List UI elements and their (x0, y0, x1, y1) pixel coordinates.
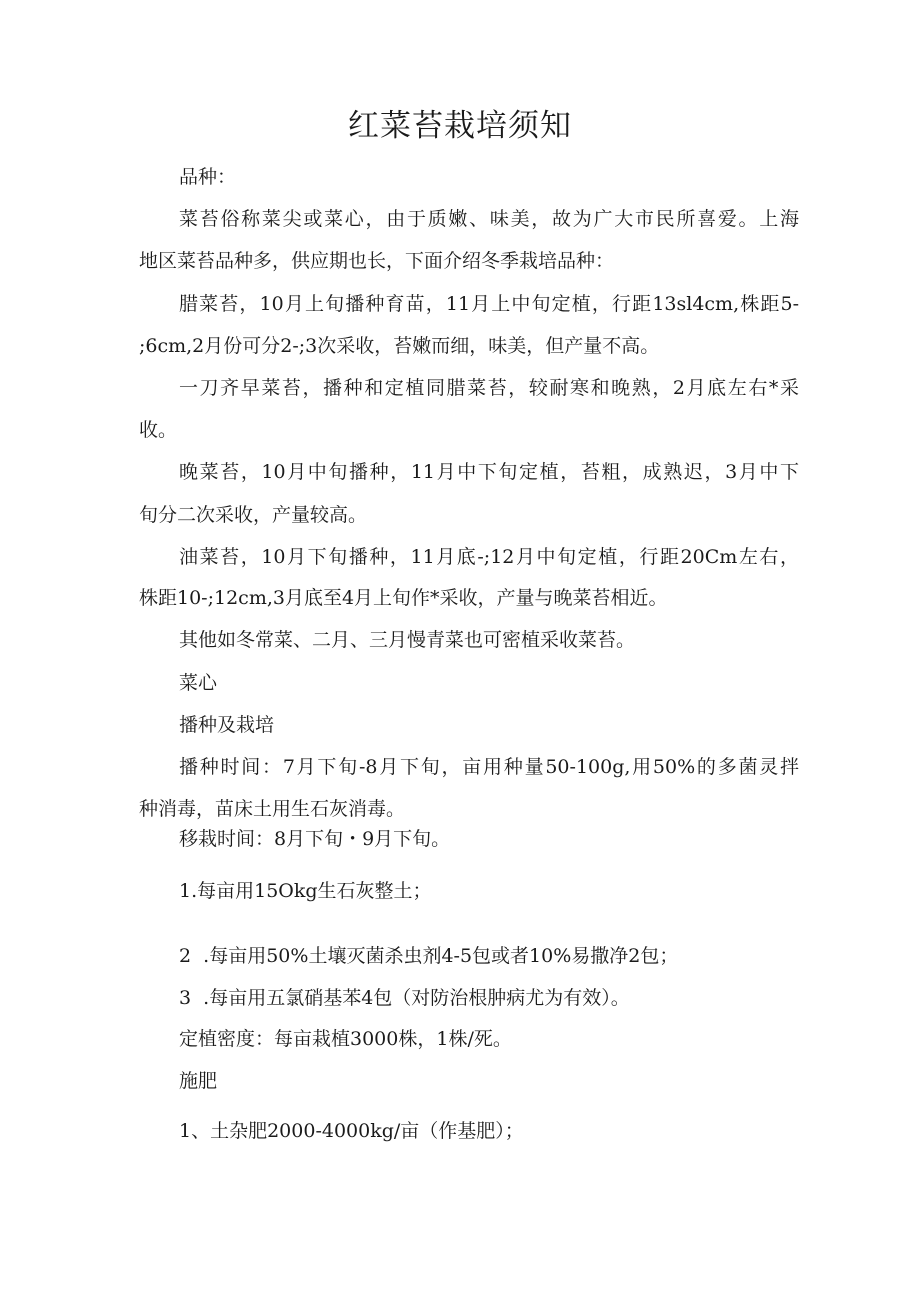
paragraph-line: 晚菜苔，10月中旬播种，11月中下旬定植，苔粗，成熟迟，3月中下 (179, 461, 799, 483)
paragraph-line: 品种： (179, 166, 237, 188)
paragraph-line: 定植密度：每亩栽植3000株，1株/死。 (179, 1028, 512, 1050)
paragraph-line: 油菜苔，10月下旬播种，11月底-;12月中旬定植，行距20Cm左右， (179, 546, 799, 568)
list-item: 1.每亩用15Okg生石灰整土； (179, 880, 432, 902)
paragraph-line: 播种时间：7月下旬-8月下旬，亩用种量50-100g,用50%的多菌灵拌 (179, 756, 799, 778)
paragraph-line: 地区菜苔品种多，供应期也长，下面介绍冬季栽培品种： (139, 250, 615, 272)
list-item: 1、土杂肥2000-4000kg/亩（作基肥）； (179, 1120, 524, 1142)
paragraph-line: 菜苔俗称菜尖或菜心，由于质嫩、味美，故为广大市民所喜爱。上海 (179, 208, 799, 230)
paragraph-line: 腊菜苔，10月上旬播种育苗，11月上中旬定植，行距13sl4cm,株距5- (179, 293, 799, 315)
paragraph-line: 其他如冬常菜、二月、三月慢青菜也可密植采收菜苔。 (179, 629, 636, 651)
paragraph-line: 移栽时间：8月下旬・9月下旬。 (179, 828, 451, 850)
paragraph-line: ;6cm,2月份可分2-;3次采收，苔嫩而细，味美，但产量不高。 (139, 335, 660, 357)
paragraph-line: 种消毒，苗床土用生石灰消毒。 (139, 798, 406, 820)
section-heading: 菜心 (179, 672, 218, 694)
paragraph-line: 一刀齐早菜苔，播种和定植同腊菜苔，较耐寒和晚熟，2月底左右*采 (179, 377, 799, 399)
list-item: 2 .每亩用50%土壤灭菌杀虫剂4-5包或者10%易撒净2包； (179, 945, 679, 967)
list-item: 3 .每亩用五氯硝基苯4包（对防治根肿病尤为有效）。 (179, 987, 630, 1009)
paragraph-line: 株距10-;12cm,3月底至4月上旬作*采收，产量与晚菜苔相近。 (139, 587, 668, 609)
document-title: 红菜苔栽培须知 (348, 108, 572, 144)
paragraph-line: 收。 (139, 419, 178, 441)
section-heading: 施肥 (179, 1070, 218, 1092)
section-heading: 播种及栽培 (179, 714, 275, 736)
paragraph-line: 旬分二次采收，产量较高。 (139, 504, 368, 526)
